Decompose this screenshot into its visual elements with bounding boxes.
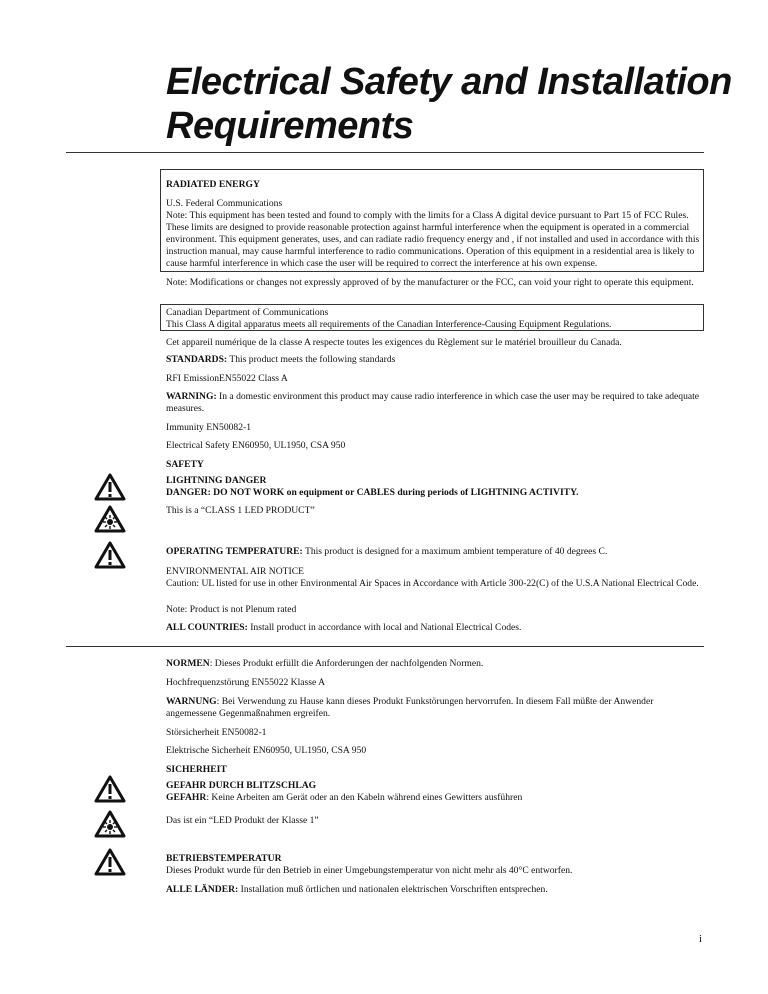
lightning-danger: LIGHTNING DANGER DANGER: DO NOT WORK on equipment or CABLES during periods of LIGHTNING ACTIVITY.: [166, 475, 579, 498]
environmental-air-notice: ENVIRONMENTAL AIR NOTICE Caution: UL listed for use in other Environmental Air Spaces in Accordance with Article 300-22(C) of the U.S.A National Electrical Code.: [166, 566, 699, 589]
hochfrequenz: Hochfrequenzstörung EN55022 Klasse A: [166, 677, 326, 688]
class1-led: This is a “CLASS 1 LED PRODUCT”: [166, 505, 315, 516]
immunity: Immunity EN50082-1: [166, 422, 252, 433]
plenum-note: Note: Product is not Plenum rated: [166, 604, 297, 615]
electrical-safety: Electrical Safety EN60950, UL1950, CSA 950: [166, 440, 346, 451]
canadian-text: This Class A digital apparatus meets all requirements of the Canadian Interference-Causing Equipment Regulations.: [166, 319, 612, 330]
alle-laender: ALLE LÄNDER: Installation muß örtlichen und nationalen elektrischen Vorschriften entsprechen.: [166, 884, 548, 895]
modifications-note: Note: Modifications or changes not expressly approved of by the manufacturer or the FCC, can void your right to operate this equipment.: [166, 277, 694, 288]
warnung-paragraph: WARNUNG: Bei Verwendung zu Hause kann dieses Produkt Funkstörungen hervorrufen. In diesem Fall müßte der Anwender angemessene Gegenmaßnahmen ergreifen.: [166, 696, 654, 719]
radiated-energy-heading: RADIATED ENERGY: [166, 179, 260, 190]
rfi-emission: RFI EmissionEN55022 Class A: [166, 373, 288, 384]
warning-triangle-icon: [94, 775, 126, 803]
elektrische-sicherheit: Elektrische Sicherheit EN60950, UL1950, CSA 950: [166, 745, 367, 756]
warning-triangle-icon: [94, 473, 126, 501]
laser-warning-icon: [94, 505, 126, 533]
stoersicherheit: Störsicherheit EN50082-1: [166, 727, 267, 738]
led-klasse: Das ist ein “LED Produkt der Klasse 1”: [166, 815, 319, 826]
fcc-section: [166, 198, 702, 270]
fcc-note: Note: This equipment has been tested and found to comply with the limits for a Class A digital device pursuant to Part 15 of FCC Rules. These limits are designed to provide reasonable protection against harmful interference when the equipment is operated in a commercial environment. This equipment generates, uses, and can radiate radio frequency energy and , if not installed and used in accordance with this instruction manual, may cause harmful interference to radio communications. Operation of this equipment in a residential area is likely to cause harmful interference in which case the user will be required to correct the interference at his own expense.: [166, 210, 700, 269]
section-rule: [66, 646, 704, 647]
warning-triangle-icon: [94, 848, 126, 876]
title-rule: [66, 152, 704, 153]
warning-paragraph: WARNING: In a domestic environment this product may cause radio interference in which case the user may be required to take adequate measures.: [166, 391, 700, 414]
safety-heading: SAFETY: [166, 459, 204, 470]
title-line-2: Requirements: [166, 105, 414, 147]
title-line-1: Electrical Safety and Installation: [166, 61, 732, 103]
gefahr-blitzschlag: GEFAHR DURCH BLITZSCHLAG GEFAHR: Keine Arbeiten am Gerät oder an den Kabeln während eines Gewitters ausführen: [166, 780, 523, 803]
warning-triangle-icon: [94, 541, 126, 569]
betriebstemperatur: BETRIEBSTEMPERATUR Dieses Produkt wurde für den Betrieb in einer Umgebungstemperatur von nicht mehr als 40°C entworfen.: [166, 853, 573, 876]
canadian-section: [166, 307, 702, 331]
fcc-heading: U.S. Federal Communications: [166, 198, 283, 209]
page-number: i: [698, 933, 702, 945]
all-countries: ALL COUNTRIES: Install product in accordance with local and National Electrical Codes.: [166, 622, 522, 633]
sicherheit-heading: SICHERHEIT: [166, 764, 227, 775]
laser-warning-icon: [94, 810, 126, 838]
canadian-heading: Canadian Department of Communications: [166, 307, 329, 318]
page-title: [166, 60, 732, 148]
operating-temperature: OPERATING TEMPERATURE: This product is designed for a maximum ambient temperature of 40 degrees C.: [166, 546, 608, 557]
canadian-french: Cet appareil numérique de la classe A respecte toutes les exigences du Règlement sur le matériel brouilleur du Canada.: [166, 337, 622, 348]
standards-line: STANDARDS: This product meets the following standards: [166, 354, 396, 365]
normen-line: NORMEN: Dieses Produkt erfüllt die Anforderungen der nachfolgenden Normen.: [166, 658, 484, 669]
